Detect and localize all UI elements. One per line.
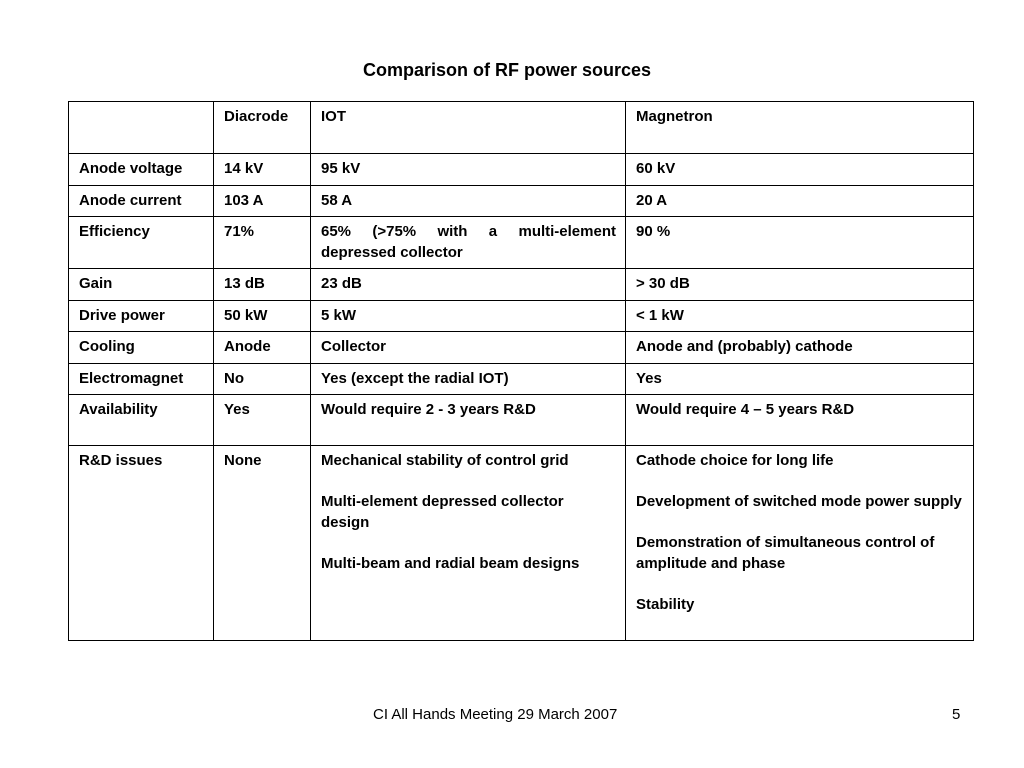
- iot-cell: 95 kV: [311, 154, 626, 186]
- magnetron-cell: [626, 446, 974, 641]
- rd-issue-item: Stability: [636, 595, 695, 613]
- magnetron-cell: Anode and (probably) cathode: [626, 332, 974, 364]
- row-label: Electromagnet: [69, 363, 214, 395]
- magnetron-cell: 60 kV: [626, 154, 974, 186]
- table-row: [69, 363, 974, 395]
- iot-cell: 5 kW: [311, 300, 626, 332]
- magnetron-cell: 90 %: [626, 217, 974, 269]
- rd-issue-item: Cathode choice for long life: [636, 452, 834, 469]
- diacrode-cell: None: [214, 446, 311, 641]
- rd-issue-item: Multi-beam and radial beam designs: [321, 554, 580, 572]
- row-label: Efficiency: [69, 217, 214, 269]
- diacrode-cell: 50 kW: [214, 300, 311, 332]
- magnetron-cell: > 30 dB: [626, 269, 974, 301]
- comparison-table: [68, 101, 974, 641]
- footer-event-text: CI All Hands Meeting 29 March 2007: [373, 706, 618, 723]
- table-row: [69, 300, 974, 332]
- table-row: [69, 185, 974, 217]
- magnetron-cell: Yes: [626, 363, 974, 395]
- header-cell-empty: [69, 102, 214, 154]
- iot-cell: 23 dB: [311, 269, 626, 301]
- header-cell-diacrode: Diacrode: [214, 102, 311, 154]
- row-label: Availability: [69, 395, 214, 446]
- table-header-row: [69, 102, 974, 154]
- slide-title: Comparison of RF power sources: [362, 60, 652, 80]
- diacrode-cell: 71%: [214, 217, 311, 269]
- row-label: Anode current: [69, 185, 214, 217]
- diacrode-cell: Yes: [214, 395, 311, 446]
- magnetron-cell: Would require 4 – 5 years R&D: [626, 395, 974, 446]
- row-label: R&D issues: [69, 446, 214, 641]
- iot-cell: [311, 446, 626, 641]
- table-row: [69, 395, 974, 446]
- iot-cell: 58 A: [311, 185, 626, 217]
- iot-cell: Yes (except the radial IOT): [311, 363, 626, 395]
- diacrode-cell: No: [214, 363, 311, 395]
- header-cell-iot: IOT: [311, 102, 626, 154]
- page-number: 5: [952, 706, 961, 723]
- row-label: Drive power: [69, 300, 214, 332]
- header-cell-magnetron: Magnetron: [626, 102, 974, 154]
- row-label: Anode voltage: [69, 154, 214, 186]
- diacrode-cell: 14 kV: [214, 154, 311, 186]
- iot-cell: Would require 2 - 3 years R&D: [311, 395, 626, 446]
- diacrode-cell: 13 dB: [214, 269, 311, 301]
- table-row: [69, 332, 974, 364]
- rd-issue-item: Development of switched mode power supply: [636, 493, 962, 510]
- rd-issue-item: Multi-element depressed collector design: [321, 493, 564, 531]
- rd-issue-item: Demonstration of simultaneous control of amplitude and phase: [636, 534, 935, 572]
- row-label: Cooling: [69, 332, 214, 364]
- table-row: [69, 269, 974, 301]
- table-row: [69, 217, 974, 269]
- table-row-rd-issues: [69, 446, 974, 641]
- row-label: Gain: [69, 269, 214, 301]
- iot-cell: 65% (>75% with a multi-element depressed collector: [311, 217, 626, 269]
- magnetron-cell: < 1 kW: [626, 300, 974, 332]
- table-row: [69, 154, 974, 186]
- magnetron-cell: 20 A: [626, 185, 974, 217]
- rd-issue-item: Mechanical stability of control grid: [321, 452, 569, 469]
- diacrode-cell: Anode: [214, 332, 311, 364]
- diacrode-cell: 103 A: [214, 185, 311, 217]
- iot-cell: Collector: [311, 332, 626, 364]
